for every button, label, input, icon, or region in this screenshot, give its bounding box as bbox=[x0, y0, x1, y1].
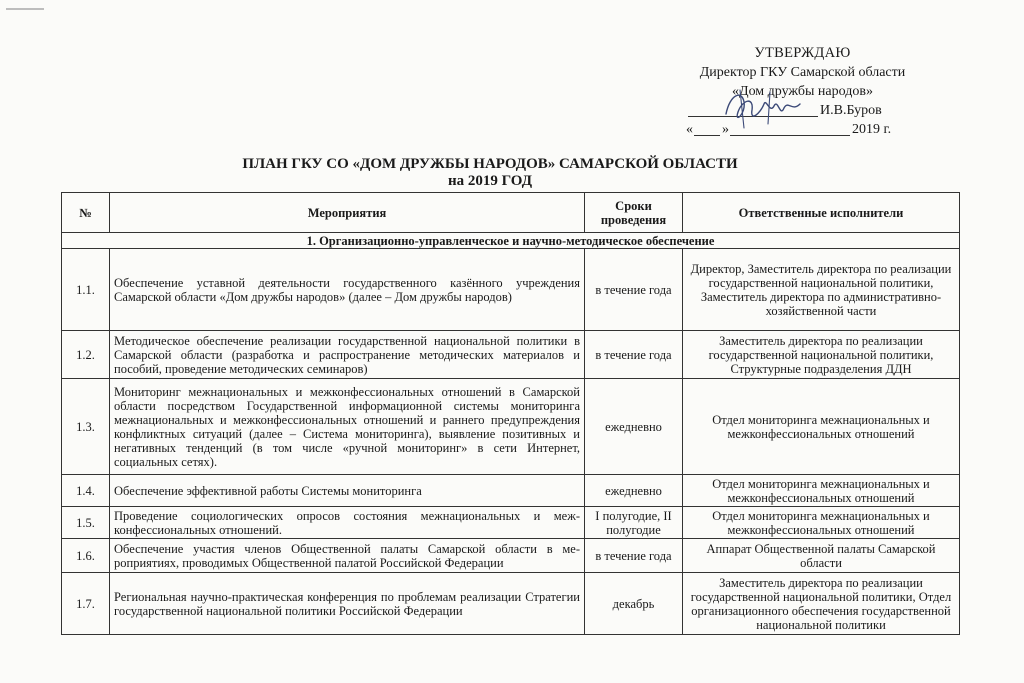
row-responsible: Отдел мониторинга межнациональных и межконфессиональных отношений bbox=[683, 507, 960, 539]
row-responsible: Аппарат Общественной палаты Самарской области bbox=[683, 539, 960, 573]
date-day-blank bbox=[694, 135, 720, 136]
document-title bbox=[170, 156, 810, 190]
approval-position-line2: «Дом дружбы народов» bbox=[732, 84, 873, 99]
row-responsible: Заместитель директора по реализации государственной национальной политики, Отдел организационного обеспечения государственной национальной политики bbox=[683, 573, 960, 635]
row-responsible: Заместитель директора по реализации государственной национальной политики, Структурные подразделения ДДН bbox=[683, 331, 960, 379]
approval-title: УТВЕРЖДАЮ bbox=[754, 45, 851, 61]
row-term: в течение года bbox=[585, 331, 683, 379]
row-num: 1.3. bbox=[62, 379, 110, 475]
row-num: 1.5. bbox=[62, 507, 110, 539]
date-open-quote: « bbox=[686, 122, 693, 137]
table-row bbox=[62, 475, 960, 507]
row-term: I полугодие, II полугодие bbox=[585, 507, 683, 539]
row-responsible: Отдел мониторинга межнациональных и межконфессиональных отношений bbox=[683, 475, 960, 507]
row-num: 1.4. bbox=[62, 475, 110, 507]
section-row bbox=[62, 233, 960, 249]
row-event: Обеспечение участия членов Общественной палаты Самарской области в ме-роприятиях, проводимых Общественной палатой Российской Федерации bbox=[110, 539, 585, 573]
header-num: № bbox=[62, 193, 110, 233]
row-term: ежедневно bbox=[585, 379, 683, 475]
plan-table bbox=[61, 192, 960, 635]
table-row bbox=[62, 379, 960, 475]
table-row bbox=[62, 507, 960, 539]
row-event: Проведение социологических опросов состояния межнациональных и меж-конфессиональных отношений. bbox=[110, 507, 585, 539]
row-num: 1.7. bbox=[62, 573, 110, 635]
row-event: Обеспечение эффективной работы Системы мониторинга bbox=[110, 475, 585, 507]
row-term: в течение года bbox=[585, 249, 683, 331]
table-row bbox=[62, 331, 960, 379]
scan-corner-mark bbox=[6, 8, 44, 10]
row-event: Мониторинг межнациональных и межконфессиональных отношений в Самарской области посредством Государственной информационной системы мониторинга межнациональных и межконфессиональных отношений и раннего предупреждения конфликтных ситуаций (далее – Система мониторинга), выявление позитивных и негативных тенденций (в том числе «ручной мониторинг» в сети Интернет, социальных сетях). bbox=[110, 379, 585, 475]
table-row bbox=[62, 573, 960, 635]
row-term: в течение года bbox=[585, 539, 683, 573]
approval-name: И.В.Буров bbox=[820, 103, 882, 118]
table-row bbox=[62, 539, 960, 573]
date-close-quote: » bbox=[722, 122, 729, 137]
row-responsible: Отдел мониторинга межнациональных и межконфессиональных отношений bbox=[683, 379, 960, 475]
table-header-row bbox=[62, 193, 960, 233]
header-events: Мероприятия bbox=[110, 193, 585, 233]
header-terms: Сроки проведения bbox=[585, 193, 683, 233]
row-responsible: Директор, Заместитель директора по реализации государственной национальной политики, Заместитель директора по административно-хозяйственной части bbox=[683, 249, 960, 331]
row-event: Методическое обеспечение реализации государственной национальной политики в Самарской области (разработка и распространение методических материалов и пособий, проведение методических семинаров) bbox=[110, 331, 585, 379]
row-num: 1.6. bbox=[62, 539, 110, 573]
date-month-blank bbox=[730, 135, 850, 136]
row-term: ежедневно bbox=[585, 475, 683, 507]
approval-position-line1: Директор ГКУ Самарской области bbox=[699, 65, 906, 80]
document-title-line2: на 2019 ГОД bbox=[447, 173, 533, 189]
row-event: Обеспечение уставной деятельности государственного казённого учреждения Самарской области «Дом дружбы народов» (далее – Дом дружбы народов) bbox=[110, 249, 585, 331]
row-num: 1.1. bbox=[62, 249, 110, 331]
handwritten-signature bbox=[720, 84, 810, 134]
row-num: 1.2. bbox=[62, 331, 110, 379]
table-row bbox=[62, 249, 960, 331]
document-title-line1: ПЛАН ГКУ СО «ДОМ ДРУЖБЫ НАРОДОВ» САМАРСКОЙ ОБЛАСТИ bbox=[242, 156, 738, 172]
section-title: 1. Организационно-управленческое и научно-методическое обеспечение bbox=[62, 233, 960, 249]
approval-year: 2019 г. bbox=[852, 122, 892, 137]
header-responsible: Ответственные исполнители bbox=[683, 193, 960, 233]
row-event: Региональная научно-практическая конференция по проблемам реализации Стратегии государственной национальной политики Российской Федерации bbox=[110, 573, 585, 635]
row-term: декабрь bbox=[585, 573, 683, 635]
